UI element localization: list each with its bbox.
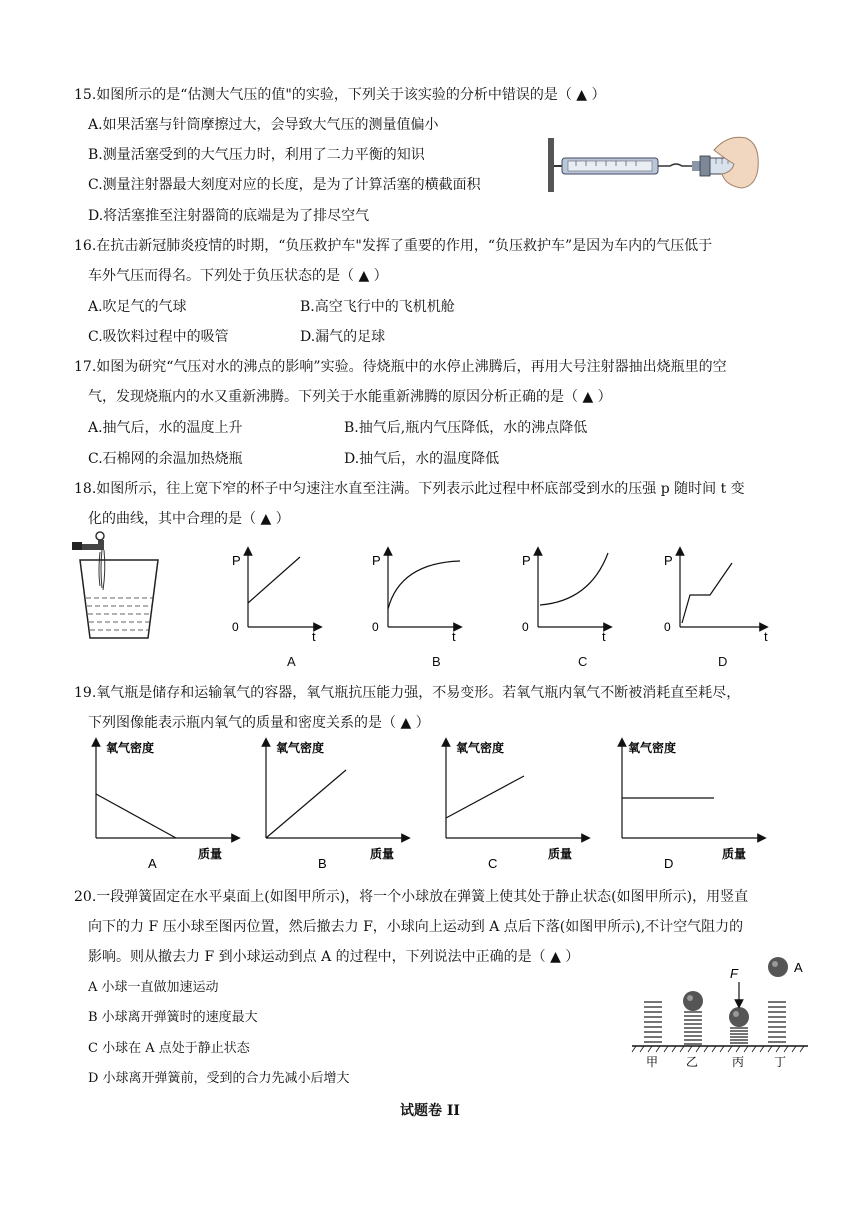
q17-stem-line2: 气，发现烧瓶内的水又重新沸腾。下列关于水能重新沸腾的原因分析正确的是（ ▲ ） [88, 389, 612, 405]
syringe-experiment-figure [546, 128, 760, 196]
axis-t-label: t [312, 629, 316, 644]
origin-label: 0 [522, 620, 529, 634]
origin-label: 0 [232, 620, 239, 634]
axis-mass-label: 质量 [548, 847, 573, 861]
q16-option-d: D.漏气的足球 [300, 329, 386, 345]
curve-c [540, 553, 608, 605]
q19-label-c: C [488, 856, 498, 871]
curve-b [388, 561, 460, 609]
q16-option-c: C.吸饮料过程中的吸管 [88, 329, 229, 345]
q18-graph-d [650, 545, 780, 645]
q20-option-d: D 小球离开弹簧前，受到的合力先减小后增大 [88, 1071, 350, 1086]
curve-a [248, 557, 300, 603]
label-jia: 甲 [646, 1055, 659, 1069]
axis-t-label: t [602, 629, 606, 644]
q15-option-a: A.如果活塞与针筒摩擦过大，会导致大气压的测量值偏小 [88, 117, 439, 133]
q20-stem-line2: 向下的力 F 压小球至图丙位置，然后撤去力 F，小球向上运动到 A 点后下落(如图甲所示),不计空气阻力的 [88, 919, 744, 935]
axis-mass-label: 质量 [370, 847, 395, 861]
q17-option-a: A.抽气后，水的温度上升 [88, 420, 243, 436]
cup-filling-figure [70, 528, 162, 642]
q18-graph-b [368, 545, 468, 645]
axis-p-label: P [372, 553, 381, 568]
q19-graph-a [86, 736, 246, 872]
q19-graph-d [612, 736, 772, 872]
q20-stem-line1: 20.一段弹簧固定在水平桌面上(如图甲所示)，将一个小球放在弹簧上使其处于静止状态(如图甲所示)，用竖直 [74, 889, 749, 905]
q16-stem-line2: 车外气压而得名。下列处于负压状态的是（ ▲ ） [88, 268, 388, 284]
origin-label: 0 [372, 620, 379, 634]
q18-label-a: A [287, 654, 296, 669]
curve-d [682, 563, 732, 623]
q19-graph-b [256, 736, 416, 872]
q16-stem-line1: 16.在抗击新冠肺炎疫情的时期，“负压救护车"发挥了重要的作用，“负压救护车”是因为车内的气压低于 [74, 238, 713, 254]
label-ding: 丁 [774, 1055, 787, 1069]
axis-density-label: 氧气密度 [106, 741, 155, 755]
axis-density-label: 氧气密度 [628, 741, 677, 755]
spring-ball-figure [630, 952, 812, 1074]
axis-density-label: 氧气密度 [456, 741, 505, 755]
q19-stem-line2: 下列图像能表示瓶内氧气的质量和密度关系的是（ ▲ ） [88, 715, 430, 731]
q18-graph-a [228, 545, 328, 645]
q18-stem-line2: 化的曲线，其中合理的是（ ▲ ） [88, 511, 290, 527]
q19-graph-c [436, 736, 596, 872]
q18-label-b: B [432, 654, 441, 669]
q16-option-a: A.吹足气的气球 [88, 299, 187, 315]
q20-option-b: B 小球离开弹簧时的速度最大 [88, 1010, 258, 1025]
q15-option-d: D.将活塞推至注射器筒的底端是为了排尽空气 [88, 208, 370, 224]
q19-label-b: B [318, 856, 327, 871]
q19-label-a: A [148, 856, 157, 871]
label-yi: 乙 [686, 1055, 699, 1069]
q18-label-c: C [578, 654, 588, 669]
point-a-label: A [794, 960, 803, 975]
q19-label-d: D [664, 856, 674, 871]
origin-label: 0 [664, 620, 671, 634]
q19-stem-line1: 19.氧气瓶是储存和运输氧气的容器，氧气瓶抗压能力强，不易变形。若氧气瓶内氧气不断被消耗直至耗尽， [74, 685, 741, 701]
axis-density-label: 氧气密度 [276, 741, 325, 755]
axis-p-label: P [522, 553, 531, 568]
q17-option-d: D.抽气后，水的温度降低 [344, 451, 500, 467]
axis-p-label: P [232, 553, 241, 568]
q15-option-b: B.测量活塞受到的大气压力时，利用了二力平衡的知识 [88, 147, 425, 163]
section-title: 试题卷 II [400, 1103, 460, 1119]
q20-option-c: C 小球在 A 点处于静止状态 [88, 1041, 250, 1056]
axis-t-label: t [764, 629, 768, 644]
force-label: F [730, 966, 738, 981]
q20-stem-line3: 影响。则从撤去力 F 到小球运动到点 A 的过程中，下列说法中正确的是（ ▲ ） [88, 949, 580, 965]
axis-p-label: P [664, 553, 673, 568]
q18-label-d: D [718, 654, 728, 669]
q15-option-c: C.测量注射器最大刻度对应的长度，是为了计算活塞的横截面积 [88, 177, 481, 193]
axis-t-label: t [452, 629, 456, 644]
axis-mass-label: 质量 [722, 847, 747, 861]
q17-stem-line1: 17.如图为研究“气压对水的沸点的影响”实验。待烧瓶中的水停止沸腾后，再用大号注射器抽出烧瓶里的空 [74, 359, 727, 375]
q17-option-c: C.石棉网的余温加热烧瓶 [88, 451, 243, 467]
q17-option-b: B.抽气后,瓶内气压降低，水的沸点降低 [344, 420, 588, 436]
label-bing: 丙 [732, 1055, 745, 1069]
q16-option-b: B.高空飞行中的飞机机舱 [300, 299, 455, 315]
q18-stem-line1: 18.如图所示，往上宽下窄的杯子中匀速注水直至注满。下列表示此过程中杯底部受到水的压强 p 随时间 t 变 [74, 481, 745, 497]
q15-stem: 15.如图所示的是“估测大气压的值"的实验，下列关于该实验的分析中错误的是（ ▲ ） [74, 87, 606, 103]
q18-graph-c [508, 545, 618, 645]
axis-mass-label: 质量 [198, 847, 223, 861]
q20-option-a: A 小球一直做加速运动 [88, 980, 219, 995]
